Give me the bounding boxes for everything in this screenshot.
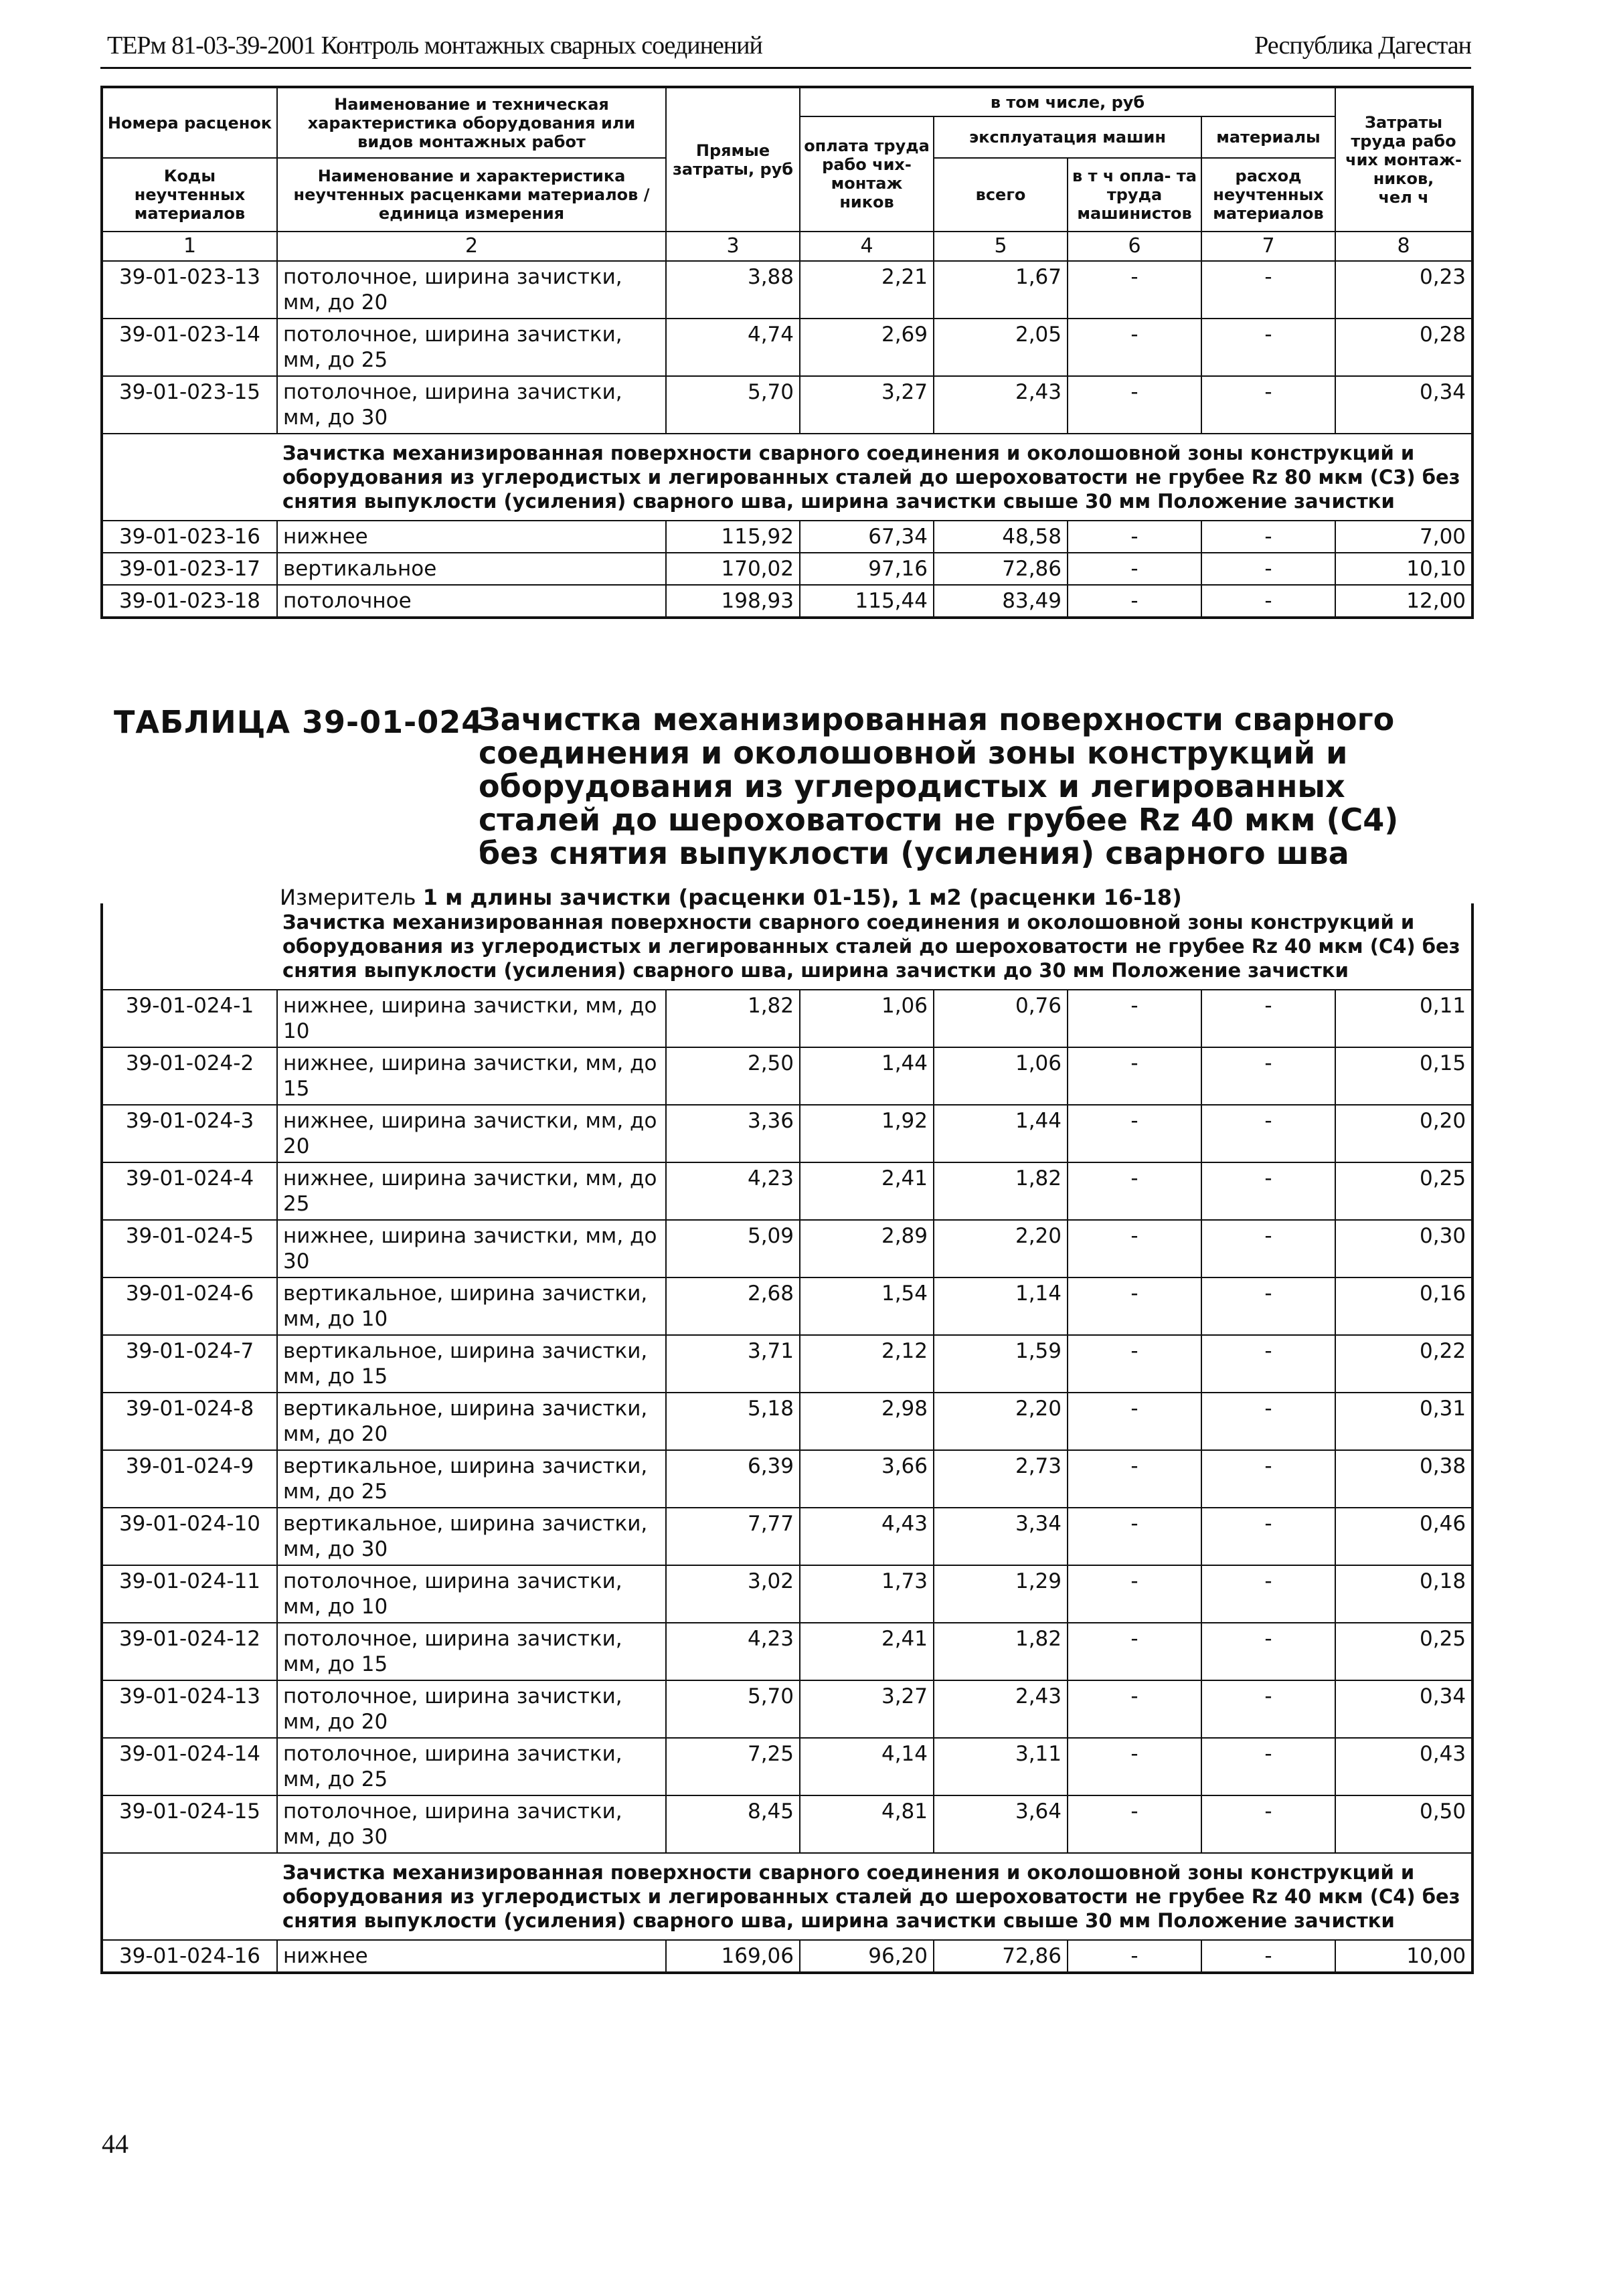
col-number: 5 (934, 232, 1068, 261)
work-name-cell: вертикальное, ширина зачистки, мм, до 25 (277, 1450, 666, 1508)
work-name-cell: потолочное (277, 585, 666, 618)
labor-pay-cell: 1,44 (800, 1047, 934, 1105)
labor-pay-cell: 3,27 (800, 1680, 934, 1738)
machinist-pay-cell: - (1068, 319, 1201, 376)
labor-hours-cell: 0,50 (1335, 1795, 1472, 1853)
labor-hours-cell: 0,11 (1335, 990, 1472, 1047)
labor-pay-cell: 115,44 (800, 585, 934, 618)
section-row (102, 434, 1472, 521)
labor-pay-cell: 4,14 (800, 1738, 934, 1795)
table-row (102, 1335, 1472, 1393)
machines-total-cell: 3,34 (934, 1508, 1068, 1565)
labor-pay-cell: 3,27 (800, 376, 934, 434)
direct-cost-cell: 169,06 (666, 1940, 800, 1973)
machinist-pay-cell: - (1068, 990, 1201, 1047)
rate-code-cell: 39-01-023-18 (102, 585, 277, 618)
direct-cost-cell: 2,68 (666, 1277, 800, 1335)
work-name-cell: вертикальное, ширина зачистки, мм, до 10 (277, 1277, 666, 1335)
machines-total-cell: 48,58 (934, 521, 1068, 553)
table-row (102, 1623, 1472, 1680)
machines-total-cell: 2,05 (934, 319, 1068, 376)
table-row (102, 990, 1472, 1047)
direct-cost-cell: 3,88 (666, 261, 800, 319)
materials-cell: - (1201, 1393, 1335, 1450)
labor-pay-cell: 67,34 (800, 521, 934, 553)
materials-cell: - (1201, 521, 1335, 553)
table-row (102, 1940, 1472, 1973)
rows-group-a (102, 990, 1472, 1853)
labor-pay-cell: 4,43 (800, 1508, 934, 1565)
machines-total-cell: 0,76 (934, 990, 1068, 1047)
direct-cost-cell: 6,39 (666, 1450, 800, 1508)
machines-total-cell: 83,49 (934, 585, 1068, 618)
rate-code-cell: 39-01-023-13 (102, 261, 277, 319)
table-row (102, 585, 1472, 618)
work-name-cell: вертикальное, ширина зачистки, мм, до 20 (277, 1393, 666, 1450)
rate-code-cell: 39-01-023-15 (102, 376, 277, 434)
work-name-cell: потолочное, ширина зачистки, мм, до 20 (277, 1680, 666, 1738)
rate-code-cell: 39-01-024-2 (102, 1047, 277, 1105)
machinist-pay-cell: - (1068, 1393, 1201, 1450)
table-row (102, 1277, 1472, 1335)
direct-cost-cell: 4,74 (666, 319, 800, 376)
rate-code-cell: 39-01-023-16 (102, 521, 277, 553)
labor-hours-cell: 7,00 (1335, 521, 1472, 553)
meter-value: 1 м длины зачистки (расценки 01-15), 1 м2 (расценки 16-18) (422, 885, 1182, 910)
section-heading: Зачистка механизированная поверхности сварного соединения и околошовной зоны конструкций и оборудования из углеродистых и легированных сталей до шероховатости не грубее Rz 40 мкм (С4) без снятия выпуклости (усиления) сварного шва, ширина зачистки свыше 30 мм Положение зачистки (277, 1853, 1472, 1940)
labor-hours-cell: 0,43 (1335, 1738, 1472, 1795)
rate-code-cell: 39-01-024-11 (102, 1565, 277, 1623)
materials-cell: - (1201, 1277, 1335, 1335)
table-row (102, 521, 1472, 553)
col-head-machines-pay: в т ч опла- та труда машинистов (1068, 158, 1201, 232)
labor-hours-cell: 0,28 (1335, 319, 1472, 376)
rates-table-024 (100, 903, 1474, 1974)
col-head-machines-total: всего (934, 158, 1068, 232)
machines-total-cell: 1,14 (934, 1277, 1068, 1335)
materials-cell: - (1201, 1565, 1335, 1623)
rate-code-cell: 39-01-024-12 (102, 1623, 277, 1680)
col-number: 3 (666, 232, 800, 261)
section-blank-cell (102, 434, 277, 521)
machinist-pay-cell: - (1068, 1105, 1201, 1162)
direct-cost-cell: 115,92 (666, 521, 800, 553)
labor-hours-cell: 0,15 (1335, 1047, 1472, 1105)
direct-cost-cell: 3,71 (666, 1335, 800, 1393)
machines-total-cell: 1,82 (934, 1162, 1068, 1220)
table-row (102, 1220, 1472, 1277)
labor-pay-cell: 97,16 (800, 553, 934, 585)
labor-hours-cell: 0,22 (1335, 1335, 1472, 1393)
direct-cost-cell: 7,77 (666, 1508, 800, 1565)
table-row (102, 1105, 1472, 1162)
labor-hours-cell: 0,18 (1335, 1565, 1472, 1623)
col-head-codes: Коды неучтенных материалов (102, 158, 277, 232)
labor-pay-cell: 1,06 (800, 990, 934, 1047)
col-head-machines: эксплуатация машин (934, 116, 1201, 158)
labor-hours-cell: 0,20 (1335, 1105, 1472, 1162)
materials-cell: - (1201, 1623, 1335, 1680)
machines-total-cell: 3,11 (934, 1738, 1068, 1795)
machinist-pay-cell: - (1068, 1335, 1201, 1393)
col-head-materials-use: расход неучтенных материалов (1201, 158, 1335, 232)
materials-cell: - (1201, 1680, 1335, 1738)
section-row (102, 1853, 1472, 1940)
direct-cost-cell: 2,50 (666, 1047, 800, 1105)
direct-cost-cell: 5,70 (666, 1680, 800, 1738)
labor-pay-cell: 1,73 (800, 1565, 934, 1623)
machinist-pay-cell: - (1068, 1508, 1201, 1565)
rate-code-cell: 39-01-023-14 (102, 319, 277, 376)
header-region: Республика Дагестан (1254, 31, 1471, 60)
direct-cost-cell: 3,02 (666, 1565, 800, 1623)
rows-group-b (102, 1940, 1472, 1973)
table-row (102, 1738, 1472, 1795)
work-name-cell: потолочное, ширина зачистки, мм, до 30 (277, 376, 666, 434)
machines-total-cell: 2,20 (934, 1393, 1068, 1450)
machinist-pay-cell: - (1068, 1680, 1201, 1738)
machinist-pay-cell: - (1068, 1450, 1201, 1508)
materials-cell: - (1201, 376, 1335, 434)
direct-cost-cell: 3,36 (666, 1105, 800, 1162)
col-head-numbers: Номера расценок (102, 87, 277, 158)
labor-hours-cell: 0,46 (1335, 1508, 1472, 1565)
materials-cell: - (1201, 1047, 1335, 1105)
rate-code-cell: 39-01-024-14 (102, 1738, 277, 1795)
machinist-pay-cell: - (1068, 1047, 1201, 1105)
labor-pay-cell: 2,41 (800, 1623, 934, 1680)
machines-total-cell: 72,86 (934, 1940, 1068, 1973)
materials-cell: - (1201, 990, 1335, 1047)
table-row (102, 1047, 1472, 1105)
rows-group-top (102, 261, 1472, 434)
machinist-pay-cell: - (1068, 1220, 1201, 1277)
col-head-including: в том числе, руб (800, 87, 1335, 116)
table-row (102, 1450, 1472, 1508)
work-name-cell: потолочное, ширина зачистки, мм, до 25 (277, 319, 666, 376)
meter-label: Измеритель (280, 885, 416, 910)
col-number: 4 (800, 232, 934, 261)
machinist-pay-cell: - (1068, 585, 1201, 618)
rows-group-top2 (102, 521, 1472, 618)
materials-cell: - (1201, 1508, 1335, 1565)
rates-table-023 (100, 86, 1474, 619)
rate-code-cell: 39-01-024-9 (102, 1450, 277, 1508)
materials-cell: - (1201, 1940, 1335, 1973)
labor-hours-cell: 0,25 (1335, 1162, 1472, 1220)
labor-hours-cell: 0,25 (1335, 1623, 1472, 1680)
labor-pay-cell: 2,89 (800, 1220, 934, 1277)
machinist-pay-cell: - (1068, 1565, 1201, 1623)
page-number: 44 (102, 2129, 129, 2159)
machinist-pay-cell: - (1068, 261, 1201, 319)
machines-total-cell: 1,67 (934, 261, 1068, 319)
work-name-cell: потолочное, ширина зачистки, мм, до 25 (277, 1738, 666, 1795)
table-row (102, 1680, 1472, 1738)
table-row (102, 1393, 1472, 1450)
rate-code-cell: 39-01-024-8 (102, 1393, 277, 1450)
direct-cost-cell: 4,23 (666, 1623, 800, 1680)
direct-cost-cell: 5,09 (666, 1220, 800, 1277)
direct-cost-cell: 5,18 (666, 1393, 800, 1450)
rate-code-cell: 39-01-024-15 (102, 1795, 277, 1853)
direct-cost-cell: 5,70 (666, 376, 800, 434)
header-rule (100, 67, 1471, 69)
section-blank-cell (102, 903, 277, 990)
machines-total-cell: 2,73 (934, 1450, 1068, 1508)
machinist-pay-cell: - (1068, 1623, 1201, 1680)
table-row (102, 1162, 1472, 1220)
col-number: 7 (1201, 232, 1335, 261)
work-name-cell: вертикальное, ширина зачистки, мм, до 15 (277, 1335, 666, 1393)
materials-cell: - (1201, 1795, 1335, 1853)
work-name-cell: нижнее, ширина зачистки, мм, до 30 (277, 1220, 666, 1277)
rate-code-cell: 39-01-023-17 (102, 553, 277, 585)
table-row (102, 1508, 1472, 1565)
direct-cost-cell: 198,93 (666, 585, 800, 618)
machines-total-cell: 1,59 (934, 1335, 1068, 1393)
rate-code-cell: 39-01-024-3 (102, 1105, 277, 1162)
rate-code-cell: 39-01-024-7 (102, 1335, 277, 1393)
machines-total-cell: 3,64 (934, 1795, 1068, 1853)
col-head-labor-pay: оплата труда рабо чих-монтаж ников (800, 116, 934, 232)
work-name-cell: нижнее (277, 521, 666, 553)
rate-code-cell: 39-01-024-10 (102, 1508, 277, 1565)
table-row (102, 261, 1472, 319)
table-number: ТАБЛИЦА 39-01-024 (114, 704, 484, 740)
running-header (107, 31, 1471, 64)
section-heading: Зачистка механизированная поверхности сварного соединения и околошовной зоны конструкций и оборудования из углеродистых и легированных сталей до шероховатости не грубее Rz 80 мкм (С3) без снятия выпуклости (усиления) сварного шва, ширина зачистки свыше 30 мм Положение зачистки (277, 434, 1472, 521)
labor-pay-cell: 2,69 (800, 319, 934, 376)
machinist-pay-cell: - (1068, 553, 1201, 585)
work-name-cell: нижнее, ширина зачистки, мм, до 25 (277, 1162, 666, 1220)
labor-hours-cell: 0,30 (1335, 1220, 1472, 1277)
rate-code-cell: 39-01-024-1 (102, 990, 277, 1047)
labor-hours-cell: 10,00 (1335, 1940, 1472, 1973)
machines-total-cell: 1,06 (934, 1047, 1068, 1105)
work-name-cell: потолочное, ширина зачистки, мм, до 20 (277, 261, 666, 319)
materials-cell: - (1201, 1220, 1335, 1277)
rate-code-cell: 39-01-024-6 (102, 1277, 277, 1335)
table-row (102, 553, 1472, 585)
rate-code-cell: 39-01-024-13 (102, 1680, 277, 1738)
materials-cell: - (1201, 1162, 1335, 1220)
machinist-pay-cell: - (1068, 1940, 1201, 1973)
labor-pay-cell: 96,20 (800, 1940, 934, 1973)
labor-pay-cell: 2,41 (800, 1162, 934, 1220)
machines-total-cell: 2,43 (934, 376, 1068, 434)
work-name-cell: нижнее, ширина зачистки, мм, до 10 (277, 990, 666, 1047)
materials-cell: - (1201, 1335, 1335, 1393)
direct-cost-cell: 170,02 (666, 553, 800, 585)
machinist-pay-cell: - (1068, 1738, 1201, 1795)
work-name-cell: потолочное, ширина зачистки, мм, до 30 (277, 1795, 666, 1853)
machinist-pay-cell: - (1068, 1277, 1201, 1335)
work-name-cell: вертикальное (277, 553, 666, 585)
machinist-pay-cell: - (1068, 521, 1201, 553)
work-name-cell: потолочное, ширина зачистки, мм, до 15 (277, 1623, 666, 1680)
col-number: 6 (1068, 232, 1201, 261)
labor-hours-cell: 12,00 (1335, 585, 1472, 618)
labor-hours-cell: 0,31 (1335, 1393, 1472, 1450)
labor-pay-cell: 2,12 (800, 1335, 934, 1393)
col-head-labor (1335, 87, 1472, 232)
labor-pay-cell: 4,81 (800, 1795, 934, 1853)
table-name: Зачистка механизированная поверхности сварного соединения и околошовной зоны конструкций и оборудования из углеродистых и легированных сталей до шероховатости не грубее Rz 40 мкм (С4) без снятия выпуклости (усиления) сварного шва (479, 701, 1399, 871)
col-number: 2 (277, 232, 666, 261)
rate-code-cell: 39-01-024-16 (102, 1940, 277, 1973)
rate-code-cell: 39-01-024-4 (102, 1162, 277, 1220)
col-number: 1 (102, 232, 277, 261)
col-head-name2: Наименование и характеристика неучтенных расценками материалов / единица измерения (277, 158, 666, 232)
direct-cost-cell: 4,23 (666, 1162, 800, 1220)
col-number: 8 (1335, 232, 1472, 261)
machines-total-cell: 1,29 (934, 1565, 1068, 1623)
table-row (102, 1565, 1472, 1623)
materials-cell: - (1201, 585, 1335, 618)
materials-cell: - (1201, 1738, 1335, 1795)
section-heading: Зачистка механизированная поверхности сварного соединения и околошовной зоны конструкций и оборудования из углеродистых и легированных сталей до шероховатости не грубее Rz 40 мкм (С4) без снятия выпуклости (усиления) сварного шва, ширина зачистки до 30 мм Положение зачистки (277, 903, 1472, 990)
materials-cell: - (1201, 553, 1335, 585)
direct-cost-cell: 1,82 (666, 990, 800, 1047)
labor-hours-cell: 0,16 (1335, 1277, 1472, 1335)
labor-hours-cell: 0,34 (1335, 1680, 1472, 1738)
labor-pay-cell: 3,66 (800, 1450, 934, 1508)
labor-pay-cell: 1,54 (800, 1277, 934, 1335)
labor-hours-cell: 10,10 (1335, 553, 1472, 585)
direct-cost-cell: 8,45 (666, 1795, 800, 1853)
machinist-pay-cell: - (1068, 376, 1201, 434)
machines-total-cell: 2,20 (934, 1220, 1068, 1277)
materials-cell: - (1201, 1105, 1335, 1162)
work-name-cell: нижнее (277, 1940, 666, 1973)
table-row (102, 376, 1472, 434)
table-row (102, 319, 1472, 376)
work-name-cell: нижнее, ширина зачистки, мм, до 15 (277, 1047, 666, 1105)
labor-hours-cell: 0,34 (1335, 376, 1472, 434)
direct-cost-cell: 7,25 (666, 1738, 800, 1795)
work-name-cell: нижнее, ширина зачистки, мм, до 20 (277, 1105, 666, 1162)
section-blank-cell (102, 1853, 277, 1940)
labor-hours-cell: 0,23 (1335, 261, 1472, 319)
machines-total-cell: 2,43 (934, 1680, 1068, 1738)
materials-cell: - (1201, 1450, 1335, 1508)
materials-cell: - (1201, 319, 1335, 376)
materials-cell: - (1201, 261, 1335, 319)
machines-total-cell: 72,86 (934, 553, 1068, 585)
header-document-title: ТЕРм 81-03-39-2001 Контроль монтажных сварных соединений (107, 31, 762, 60)
work-name-cell: вертикальное, ширина зачистки, мм, до 30 (277, 1508, 666, 1565)
table-title-block (114, 703, 1466, 897)
labor-pay-cell: 1,92 (800, 1105, 934, 1162)
col-head-labor-unit: чел ч (1378, 187, 1429, 207)
labor-pay-cell: 2,98 (800, 1393, 934, 1450)
col-head-direct: Прямые затраты, руб (666, 87, 800, 232)
labor-hours-cell: 0,38 (1335, 1450, 1472, 1508)
table-row (102, 1795, 1472, 1853)
machinist-pay-cell: - (1068, 1795, 1201, 1853)
col-head-labor-text: Затраты труда рабо чих монтаж- ников, (1345, 112, 1462, 188)
machinist-pay-cell: - (1068, 1162, 1201, 1220)
labor-pay-cell: 2,21 (800, 261, 934, 319)
col-head-name: Наименование и техническая характеристика оборудования или видов монтажных работ (277, 87, 666, 158)
machines-total-cell: 1,44 (934, 1105, 1068, 1162)
rate-code-cell: 39-01-024-5 (102, 1220, 277, 1277)
machines-total-cell: 1,82 (934, 1623, 1068, 1680)
work-name-cell: потолочное, ширина зачистки, мм, до 10 (277, 1565, 666, 1623)
col-head-materials: материалы (1201, 116, 1335, 158)
section-row (102, 903, 1472, 990)
